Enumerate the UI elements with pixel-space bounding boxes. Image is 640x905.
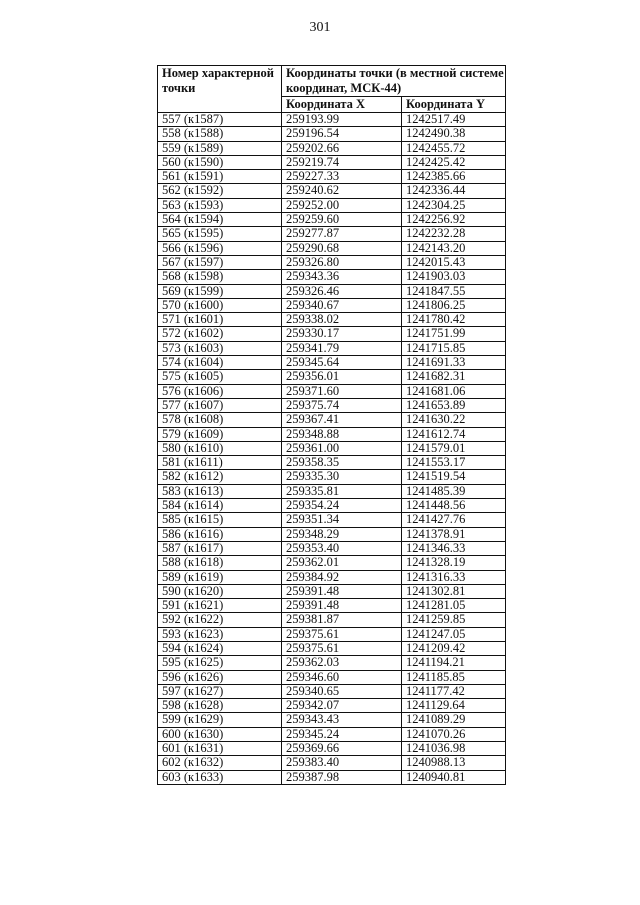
table-row xyxy=(158,270,506,284)
y-coordinate-cell: 1241751.99 xyxy=(402,327,506,341)
x-coordinate-cell: 259391.48 xyxy=(282,599,402,613)
x-coordinate-cell: 259358.35 xyxy=(282,456,402,470)
x-coordinate-cell: 259362.01 xyxy=(282,556,402,570)
table-row xyxy=(158,298,506,312)
table-row xyxy=(158,184,506,198)
point-number-cell: 564 (к1594) xyxy=(158,213,282,227)
point-number-cell: 576 (к1606) xyxy=(158,384,282,398)
point-number-cell: 560 (к1590) xyxy=(158,155,282,169)
table-row xyxy=(158,327,506,341)
x-coordinate-cell: 259375.74 xyxy=(282,398,402,412)
y-coordinate-cell: 1241209.42 xyxy=(402,641,506,655)
x-coordinate-cell: 259351.34 xyxy=(282,513,402,527)
table-header xyxy=(158,66,506,113)
x-coordinate-cell: 259326.80 xyxy=(282,255,402,269)
point-number-cell: 590 (к1620) xyxy=(158,584,282,598)
table-row xyxy=(158,699,506,713)
x-coordinate-cell: 259353.40 xyxy=(282,541,402,555)
x-coordinate-cell: 259348.29 xyxy=(282,527,402,541)
table-row xyxy=(158,441,506,455)
table-row xyxy=(158,770,506,784)
y-coordinate-cell: 1242455.72 xyxy=(402,141,506,155)
table-row xyxy=(158,656,506,670)
point-number-cell: 592 (к1622) xyxy=(158,613,282,627)
point-number-cell: 566 (к1596) xyxy=(158,241,282,255)
y-coordinate-cell: 1241682.31 xyxy=(402,370,506,384)
table-row xyxy=(158,141,506,155)
table-row xyxy=(158,713,506,727)
y-coordinate-cell: 1241346.33 xyxy=(402,541,506,555)
x-coordinate-cell: 259240.62 xyxy=(282,184,402,198)
y-coordinate-cell: 1241579.01 xyxy=(402,441,506,455)
table-row xyxy=(158,627,506,641)
y-coordinate-cell: 1241281.05 xyxy=(402,599,506,613)
table-row xyxy=(158,227,506,241)
x-coordinate-cell: 259193.99 xyxy=(282,113,402,127)
y-coordinate-cell: 1241630.22 xyxy=(402,413,506,427)
point-number-cell: 573 (к1603) xyxy=(158,341,282,355)
point-number-cell: 593 (к1623) xyxy=(158,627,282,641)
table-row xyxy=(158,599,506,613)
y-coordinate-cell: 1242232.28 xyxy=(402,227,506,241)
point-number-cell: 579 (к1609) xyxy=(158,427,282,441)
header-point-number-text: Номер характерной точки xyxy=(162,66,274,95)
x-coordinate-cell: 259346.60 xyxy=(282,670,402,684)
point-number-cell: 570 (к1600) xyxy=(158,298,282,312)
x-coordinate-cell: 259335.30 xyxy=(282,470,402,484)
y-coordinate-cell: 1242385.66 xyxy=(402,170,506,184)
table-row xyxy=(158,670,506,684)
point-number-cell: 588 (к1618) xyxy=(158,556,282,570)
header-y: Координата Y xyxy=(402,97,506,113)
table-row xyxy=(158,527,506,541)
y-coordinate-cell: 1241302.81 xyxy=(402,584,506,598)
y-coordinate-cell: 1241089.29 xyxy=(402,713,506,727)
point-number-cell: 591 (к1621) xyxy=(158,599,282,613)
point-number-cell: 598 (к1628) xyxy=(158,699,282,713)
x-coordinate-cell: 259341.79 xyxy=(282,341,402,355)
point-number-cell: 581 (к1611) xyxy=(158,456,282,470)
table-row xyxy=(158,427,506,441)
y-coordinate-cell: 1242015.43 xyxy=(402,255,506,269)
x-coordinate-cell: 259330.17 xyxy=(282,327,402,341)
point-number-cell: 578 (к1608) xyxy=(158,413,282,427)
table-row xyxy=(158,470,506,484)
point-number-cell: 597 (к1627) xyxy=(158,684,282,698)
table-row xyxy=(158,356,506,370)
point-number-cell: 561 (к1591) xyxy=(158,170,282,184)
y-coordinate-cell: 1241316.33 xyxy=(402,570,506,584)
y-coordinate-cell: 1241328.19 xyxy=(402,556,506,570)
table-row xyxy=(158,213,506,227)
table-row xyxy=(158,255,506,269)
x-coordinate-cell: 259338.02 xyxy=(282,313,402,327)
table-row xyxy=(158,198,506,212)
point-number-cell: 577 (к1607) xyxy=(158,398,282,412)
header-coordinates-text: Координаты точки (в местной системе координат, МСК-44) xyxy=(286,66,504,95)
table-row xyxy=(158,499,506,513)
y-coordinate-cell: 1241691.33 xyxy=(402,356,506,370)
y-coordinate-cell: 1241780.42 xyxy=(402,313,506,327)
x-coordinate-cell: 259290.68 xyxy=(282,241,402,255)
x-coordinate-cell: 259202.66 xyxy=(282,141,402,155)
point-number-cell: 599 (к1629) xyxy=(158,713,282,727)
point-number-cell: 587 (к1617) xyxy=(158,541,282,555)
x-coordinate-cell: 259277.87 xyxy=(282,227,402,241)
table-row xyxy=(158,727,506,741)
point-number-cell: 596 (к1626) xyxy=(158,670,282,684)
y-coordinate-cell: 1241378.91 xyxy=(402,527,506,541)
point-number-cell: 580 (к1610) xyxy=(158,441,282,455)
table-row xyxy=(158,241,506,255)
y-coordinate-cell: 1242256.92 xyxy=(402,213,506,227)
table-row xyxy=(158,756,506,770)
table-row xyxy=(158,742,506,756)
point-number-cell: 569 (к1599) xyxy=(158,284,282,298)
point-number-cell: 584 (к1614) xyxy=(158,499,282,513)
y-coordinate-cell: 1241036.98 xyxy=(402,742,506,756)
point-number-cell: 559 (к1589) xyxy=(158,141,282,155)
y-coordinate-cell: 1241519.54 xyxy=(402,470,506,484)
y-coordinate-cell: 1241247.05 xyxy=(402,627,506,641)
point-number-cell: 568 (к1598) xyxy=(158,270,282,284)
x-coordinate-cell: 259343.36 xyxy=(282,270,402,284)
point-number-cell: 565 (к1595) xyxy=(158,227,282,241)
point-number-cell: 583 (к1613) xyxy=(158,484,282,498)
y-coordinate-cell: 1241612.74 xyxy=(402,427,506,441)
y-coordinate-cell: 1241194.21 xyxy=(402,656,506,670)
table-body xyxy=(158,113,506,785)
point-number-cell: 582 (к1612) xyxy=(158,470,282,484)
x-coordinate-cell: 259345.64 xyxy=(282,356,402,370)
table-row xyxy=(158,155,506,169)
x-coordinate-cell: 259345.24 xyxy=(282,727,402,741)
point-number-cell: 602 (к1632) xyxy=(158,756,282,770)
table-row xyxy=(158,684,506,698)
table-row xyxy=(158,541,506,555)
table-row xyxy=(158,127,506,141)
point-number-cell: 594 (к1624) xyxy=(158,641,282,655)
y-coordinate-cell: 1241903.03 xyxy=(402,270,506,284)
x-coordinate-cell: 259383.40 xyxy=(282,756,402,770)
header-point-number xyxy=(158,66,282,113)
y-coordinate-cell: 1241129.64 xyxy=(402,699,506,713)
x-coordinate-cell: 259375.61 xyxy=(282,641,402,655)
x-coordinate-cell: 259252.00 xyxy=(282,198,402,212)
x-coordinate-cell: 259381.87 xyxy=(282,613,402,627)
table-row xyxy=(158,113,506,127)
point-number-cell: 600 (к1630) xyxy=(158,727,282,741)
y-coordinate-cell: 1241070.26 xyxy=(402,727,506,741)
x-coordinate-cell: 259259.60 xyxy=(282,213,402,227)
y-coordinate-cell: 1240940.81 xyxy=(402,770,506,784)
x-coordinate-cell: 259343.43 xyxy=(282,713,402,727)
point-number-cell: 589 (к1619) xyxy=(158,570,282,584)
y-coordinate-cell: 1242143.20 xyxy=(402,241,506,255)
table-row xyxy=(158,341,506,355)
y-coordinate-cell: 1241553.17 xyxy=(402,456,506,470)
y-coordinate-cell: 1241259.85 xyxy=(402,613,506,627)
table-row xyxy=(158,398,506,412)
y-coordinate-cell: 1241427.76 xyxy=(402,513,506,527)
x-coordinate-cell: 259371.60 xyxy=(282,384,402,398)
y-coordinate-cell: 1242336.44 xyxy=(402,184,506,198)
y-coordinate-cell: 1241485.39 xyxy=(402,484,506,498)
x-coordinate-cell: 259219.74 xyxy=(282,155,402,169)
point-number-cell: 575 (к1605) xyxy=(158,370,282,384)
y-coordinate-cell: 1241806.25 xyxy=(402,298,506,312)
point-number-cell: 585 (к1615) xyxy=(158,513,282,527)
table-row xyxy=(158,313,506,327)
point-number-cell: 558 (к1588) xyxy=(158,127,282,141)
point-number-cell: 563 (к1593) xyxy=(158,198,282,212)
coordinates-table xyxy=(157,65,506,785)
table-row xyxy=(158,370,506,384)
point-number-cell: 603 (к1633) xyxy=(158,770,282,784)
y-coordinate-cell: 1242304.25 xyxy=(402,198,506,212)
y-coordinate-cell: 1242517.49 xyxy=(402,113,506,127)
x-coordinate-cell: 259384.92 xyxy=(282,570,402,584)
table-row xyxy=(158,641,506,655)
y-coordinate-cell: 1240988.13 xyxy=(402,756,506,770)
x-coordinate-cell: 259356.01 xyxy=(282,370,402,384)
y-coordinate-cell: 1241185.85 xyxy=(402,670,506,684)
point-number-cell: 601 (к1631) xyxy=(158,742,282,756)
point-number-cell: 562 (к1592) xyxy=(158,184,282,198)
table-row xyxy=(158,384,506,398)
x-coordinate-cell: 259348.88 xyxy=(282,427,402,441)
x-coordinate-cell: 259326.46 xyxy=(282,284,402,298)
y-coordinate-cell: 1242490.38 xyxy=(402,127,506,141)
x-coordinate-cell: 259361.00 xyxy=(282,441,402,455)
x-coordinate-cell: 259362.03 xyxy=(282,656,402,670)
y-coordinate-cell: 1242425.42 xyxy=(402,155,506,169)
x-coordinate-cell: 259367.41 xyxy=(282,413,402,427)
table-row xyxy=(158,484,506,498)
x-coordinate-cell: 259391.48 xyxy=(282,584,402,598)
table-row xyxy=(158,584,506,598)
x-coordinate-cell: 259196.54 xyxy=(282,127,402,141)
point-number-cell: 586 (к1616) xyxy=(158,527,282,541)
point-number-cell: 574 (к1604) xyxy=(158,356,282,370)
point-number-cell: 567 (к1597) xyxy=(158,255,282,269)
x-coordinate-cell: 259354.24 xyxy=(282,499,402,513)
table-row xyxy=(158,456,506,470)
table-row xyxy=(158,413,506,427)
x-coordinate-cell: 259375.61 xyxy=(282,627,402,641)
x-coordinate-cell: 259227.33 xyxy=(282,170,402,184)
y-coordinate-cell: 1241177.42 xyxy=(402,684,506,698)
y-coordinate-cell: 1241847.55 xyxy=(402,284,506,298)
y-coordinate-cell: 1241653.89 xyxy=(402,398,506,412)
header-x: Координата X xyxy=(282,97,402,113)
y-coordinate-cell: 1241448.56 xyxy=(402,499,506,513)
x-coordinate-cell: 259340.67 xyxy=(282,298,402,312)
table-row xyxy=(158,556,506,570)
page-number: 301 xyxy=(309,20,331,35)
y-coordinate-cell: 1241681.06 xyxy=(402,384,506,398)
table-row xyxy=(158,170,506,184)
x-coordinate-cell: 259335.81 xyxy=(282,484,402,498)
table-row xyxy=(158,613,506,627)
y-coordinate-cell: 1241715.85 xyxy=(402,341,506,355)
point-number-cell: 595 (к1625) xyxy=(158,656,282,670)
table-row xyxy=(158,570,506,584)
x-coordinate-cell: 259387.98 xyxy=(282,770,402,784)
x-coordinate-cell: 259369.66 xyxy=(282,742,402,756)
x-coordinate-cell: 259342.07 xyxy=(282,699,402,713)
point-number-cell: 572 (к1602) xyxy=(158,327,282,341)
header-coordinates xyxy=(282,66,506,97)
table-row xyxy=(158,284,506,298)
point-number-cell: 557 (к1587) xyxy=(158,113,282,127)
x-coordinate-cell: 259340.65 xyxy=(282,684,402,698)
point-number-cell: 571 (к1601) xyxy=(158,313,282,327)
table-row xyxy=(158,513,506,527)
